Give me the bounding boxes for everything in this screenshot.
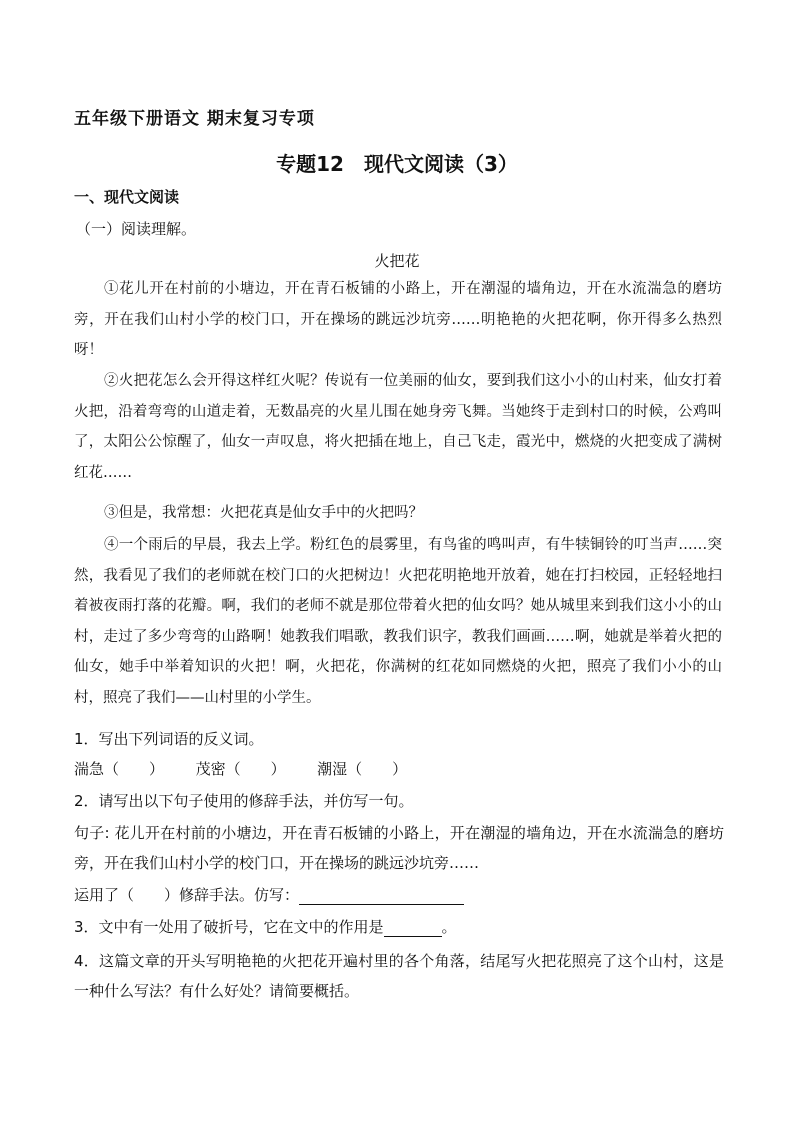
question-1-item: 湍急（ ）: [74, 760, 165, 778]
question-3: [74, 916, 457, 937]
page-title: 专题12 现代文阅读（3）: [276, 152, 518, 176]
answer-blank[interactable]: [384, 920, 442, 937]
question-2-answer-prefix: 运用了（ ）修辞手法。仿写：: [74, 886, 300, 904]
passage-paragraph-1: ①花儿开在村前的小塘边，开在青石板铺的小路上，开在潮湿的墙角边，开在水流湍急的磨坊旁，开在我们山村小学的校门口，开在操场的跳远沙坑旁……明艳艳的火把花啊，你开得多么热烈呀！: [74, 281, 722, 359]
question-1-item: 茂密（ ）: [195, 760, 286, 778]
question-4-prompt: 4．这篇文章的开头写明艳艳的火把花开遍村里的各个角落，结尾写火把花照亮了这个山村，这是一种什么写法？有什么好处？请简要概括。: [74, 952, 724, 1000]
question-2-answer: [74, 884, 464, 905]
question-3-suffix: 。: [441, 918, 457, 936]
question-1-prompt: 1．写出下列词语的反义词。: [74, 730, 264, 748]
question-1-item: 潮湿（ ）: [317, 760, 408, 778]
passage-title: 火把花: [374, 252, 420, 270]
question-1-items: [74, 758, 407, 779]
question-2-prompt: 2．请写出以下句子使用的修辞手法，并仿写一句。: [74, 792, 414, 810]
passage-paragraph-2: ②火把花怎么会开得这样红火呢？传说有一位美丽的仙女，要到我们这小小的山村来，仙女打着火把，沿着弯弯的山道走着，无数晶亮的火星儿围在她身旁飞舞。当她终于走到村口的时候，公鸡叫了，太阳公公惊醒了，仙女一声叹息，将火把插在地上，自己飞走，霞光中，燃烧的火把变成了满树红花……: [74, 373, 722, 481]
section-subheading: （一）阅读理解。: [76, 220, 197, 238]
document-header: 五年级下册语文 期末复习专项: [74, 109, 315, 129]
passage-paragraph-4: ④一个雨后的早晨，我去上学。粉红色的晨雾里，有鸟雀的鸣叫声，有牛犊铜铃的叮当声……突然，我看见了我们的老师就在校门口的火把树边！火把花明艳地开放着，她在打扫校园，正轻轻地扫着被夜雨打落的花瓣。啊，我们的老师不就是那位带着火把的仙女吗？她从城里来到我们这小小的山村，走过了多少弯弯的山路啊！她教我们唱歌，教我们识字，教我们画画……啊，她就是举着火把的仙女，她手中举着知识的火把！啊，火把花，你满树的红花如同燃烧的火把，照亮了我们小小的山村，照亮了我们——山村里的小学生。: [74, 537, 722, 706]
question-2-sentence: 句子: 花儿开在村前的小塘边，开在青石板铺的小路上，开在潮湿的墙角边，开在水流湍急的磨坊旁，开在我们山村小学的校门口，开在操场的跳远沙坑旁……: [74, 824, 724, 872]
answer-blank[interactable]: [299, 888, 464, 905]
passage-paragraph-3: ③但是，我常想：火把花真是仙女手中的火把吗？: [104, 505, 423, 521]
question-3-prompt: 3．文中有一处用了破折号，它在文中的作用是: [74, 918, 384, 936]
section-heading: 一、现代文阅读: [74, 188, 180, 206]
